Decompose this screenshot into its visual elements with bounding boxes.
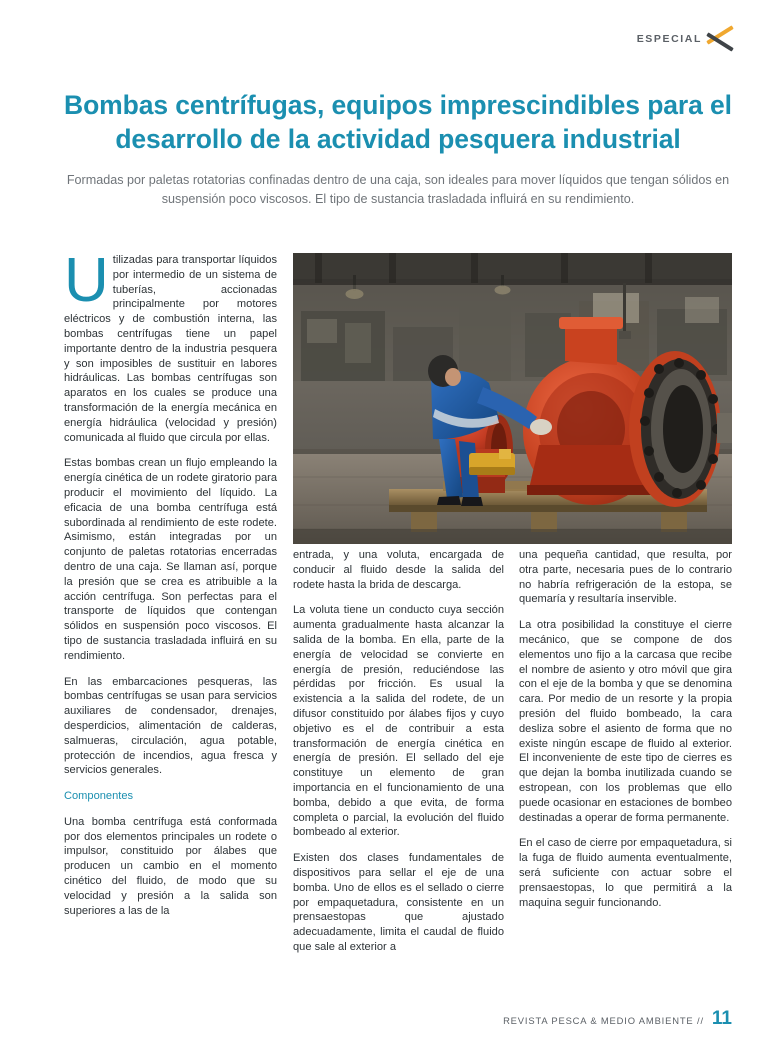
paragraph: Estas bombas crean un flujo empleando la energía cinética de un rodete giratorio para producir el movimiento del líquido. La eficacia de una bomba centrífuga está subordinada al rendimiento de este rodete. Asimismo, están integradas por un conjunto de paletas rotatorias encerradas dentro de una caja. Se llaman así, porque la presión que se crea es atribuible a la acción centrífuga. Son perfectas para el transporte de líquidos que contengan sólidos en suspensión poco viscosos. El tipo de sustancia trasladada influirá en su rendimiento. [64, 457, 277, 662]
title-area [64, 88, 732, 209]
article-standfirst: Formadas por paletas rotatorias confinadas dentro de una caja, son ideales para mover líquidos que tengan sólidos en suspensión poco viscosos. El tipo de sustancia trasladada influirá en su rendimiento. [66, 172, 730, 206]
body-column-1 [64, 246, 277, 918]
paragraph: En el caso de cierre por empaquetadura, si la fuga de fluido aumenta eventualmente, será suficiente con actuar sobre el prensaestopas, lo que permitirá a la maquina seguir funcionando. [519, 837, 732, 909]
paragraph: La voluta tiene un conducto cuya sección aumenta gradualmente hasta alcanzar la salida de la bomba. En ella, parte de la energía de velocidad se convierte en energía de presión, reduciéndose las pérdidas por fricción. Es usual la existencia a la salida del rodete, de un difusor constituido por álabes fijos y cuyo objetivo es el de contribuir a esta transformación de energía cinética en energía de presión. El sellado del eje constituye un elemento de gran importancia en el funcionamiento de una bomba, debido a que evita, de forma completa o parcial, la evolución del fluido bombeado al exterior. [293, 604, 504, 839]
drop-cap: U [64, 246, 109, 315]
paragraph: Una bomba centrífuga está conformada por dos elementos principales un rodete o impulsor, constituido por álabes que producen un cambio en el momento cinético del fluido, de modo que su velocidad y presión a la salida son superiores a las de la [64, 815, 277, 917]
paragraph: En las embarcaciones pesqueras, las bombas centrífugas se usan para servicios auxiliares de condensador, drenajes, desperdicios, alimentación de calderas, salmueras, circulación, agua potable, protección de incendios, agua fresca y servicios generales. [64, 675, 277, 777]
page-footer [503, 1008, 732, 1030]
paragraph: La otra posibilidad la constituye el cierre mecánico, que se compone de dos elementos uno fijo a la carcasa que recibe el nombre de asiento y otro móvil que gira con el eje de la bomba y que se denomina cara. Por medio de un resorte y la propia presión del fluido bombeado, la cara desliza sobre el asiento de forma que no existe ningún escape de fluido al exterior. El inconveniente de este tipo de cierres es que dejan la bomba inutilizada cuando se estropean, con los problemas que ello puede ocasionar en estaciones de bombeo destinadas a operar de forma permanente. [519, 619, 732, 824]
paragraph-text: tilizadas para transportar líquidos por intermedio de un sistema de tuberías, accionadas principalmente por motores eléctricos y de combustión interna, las bombas centrífugas tiene un papel importante dentro de la industria pesquera y son imposibles de sustituir en labores hidráulicas. Las bombas centrífugas son aparatos en los cuales se produce una transformación de la energía mecánica en energía hidráulica (velocidad y presión) comunicada al fluido que circula por ellas. [64, 254, 277, 444]
section-subheading: Componentes [64, 790, 134, 803]
paragraph: Existen dos clases fundamentales de dispositivos para sellar el eje de una bomba. Uno de ellos es el sellado o cierre por empaquetadura, consistente en un prensaestopas que ajustado adecuadamente, limita el caudal de fluido que sale al exterior a [293, 852, 504, 953]
publication-name: REVISTA PESCA & MEDIO AMBIENTE // [503, 1015, 704, 1026]
paragraph: una pequeña cantidad, que resulta, por otra parte, necesaria pues de lo contrario no habría refrigeración de la estopa, se quemaría y resultaría inservible. [519, 549, 732, 606]
paragraph: entrada, y una voluta, encargada de conducir al fluido desde la salida del rodete hasta la brida de descarga. [293, 549, 504, 591]
page-header [0, 0, 768, 62]
paragraph-with-dropcap [64, 246, 277, 445]
page-number: 11 [711, 1008, 732, 1029]
pump-assembly-photo [293, 253, 732, 544]
special-badge-label: ESPECIAL [636, 33, 702, 45]
special-badge [637, 26, 734, 52]
x-mark-icon [706, 26, 734, 52]
page-title: Bombas centrífugas, equipos imprescindibles para el desarrollo de la actividad pesquera industrial [64, 90, 732, 155]
body-column-3 [519, 548, 732, 910]
body-column-2 [293, 548, 504, 955]
